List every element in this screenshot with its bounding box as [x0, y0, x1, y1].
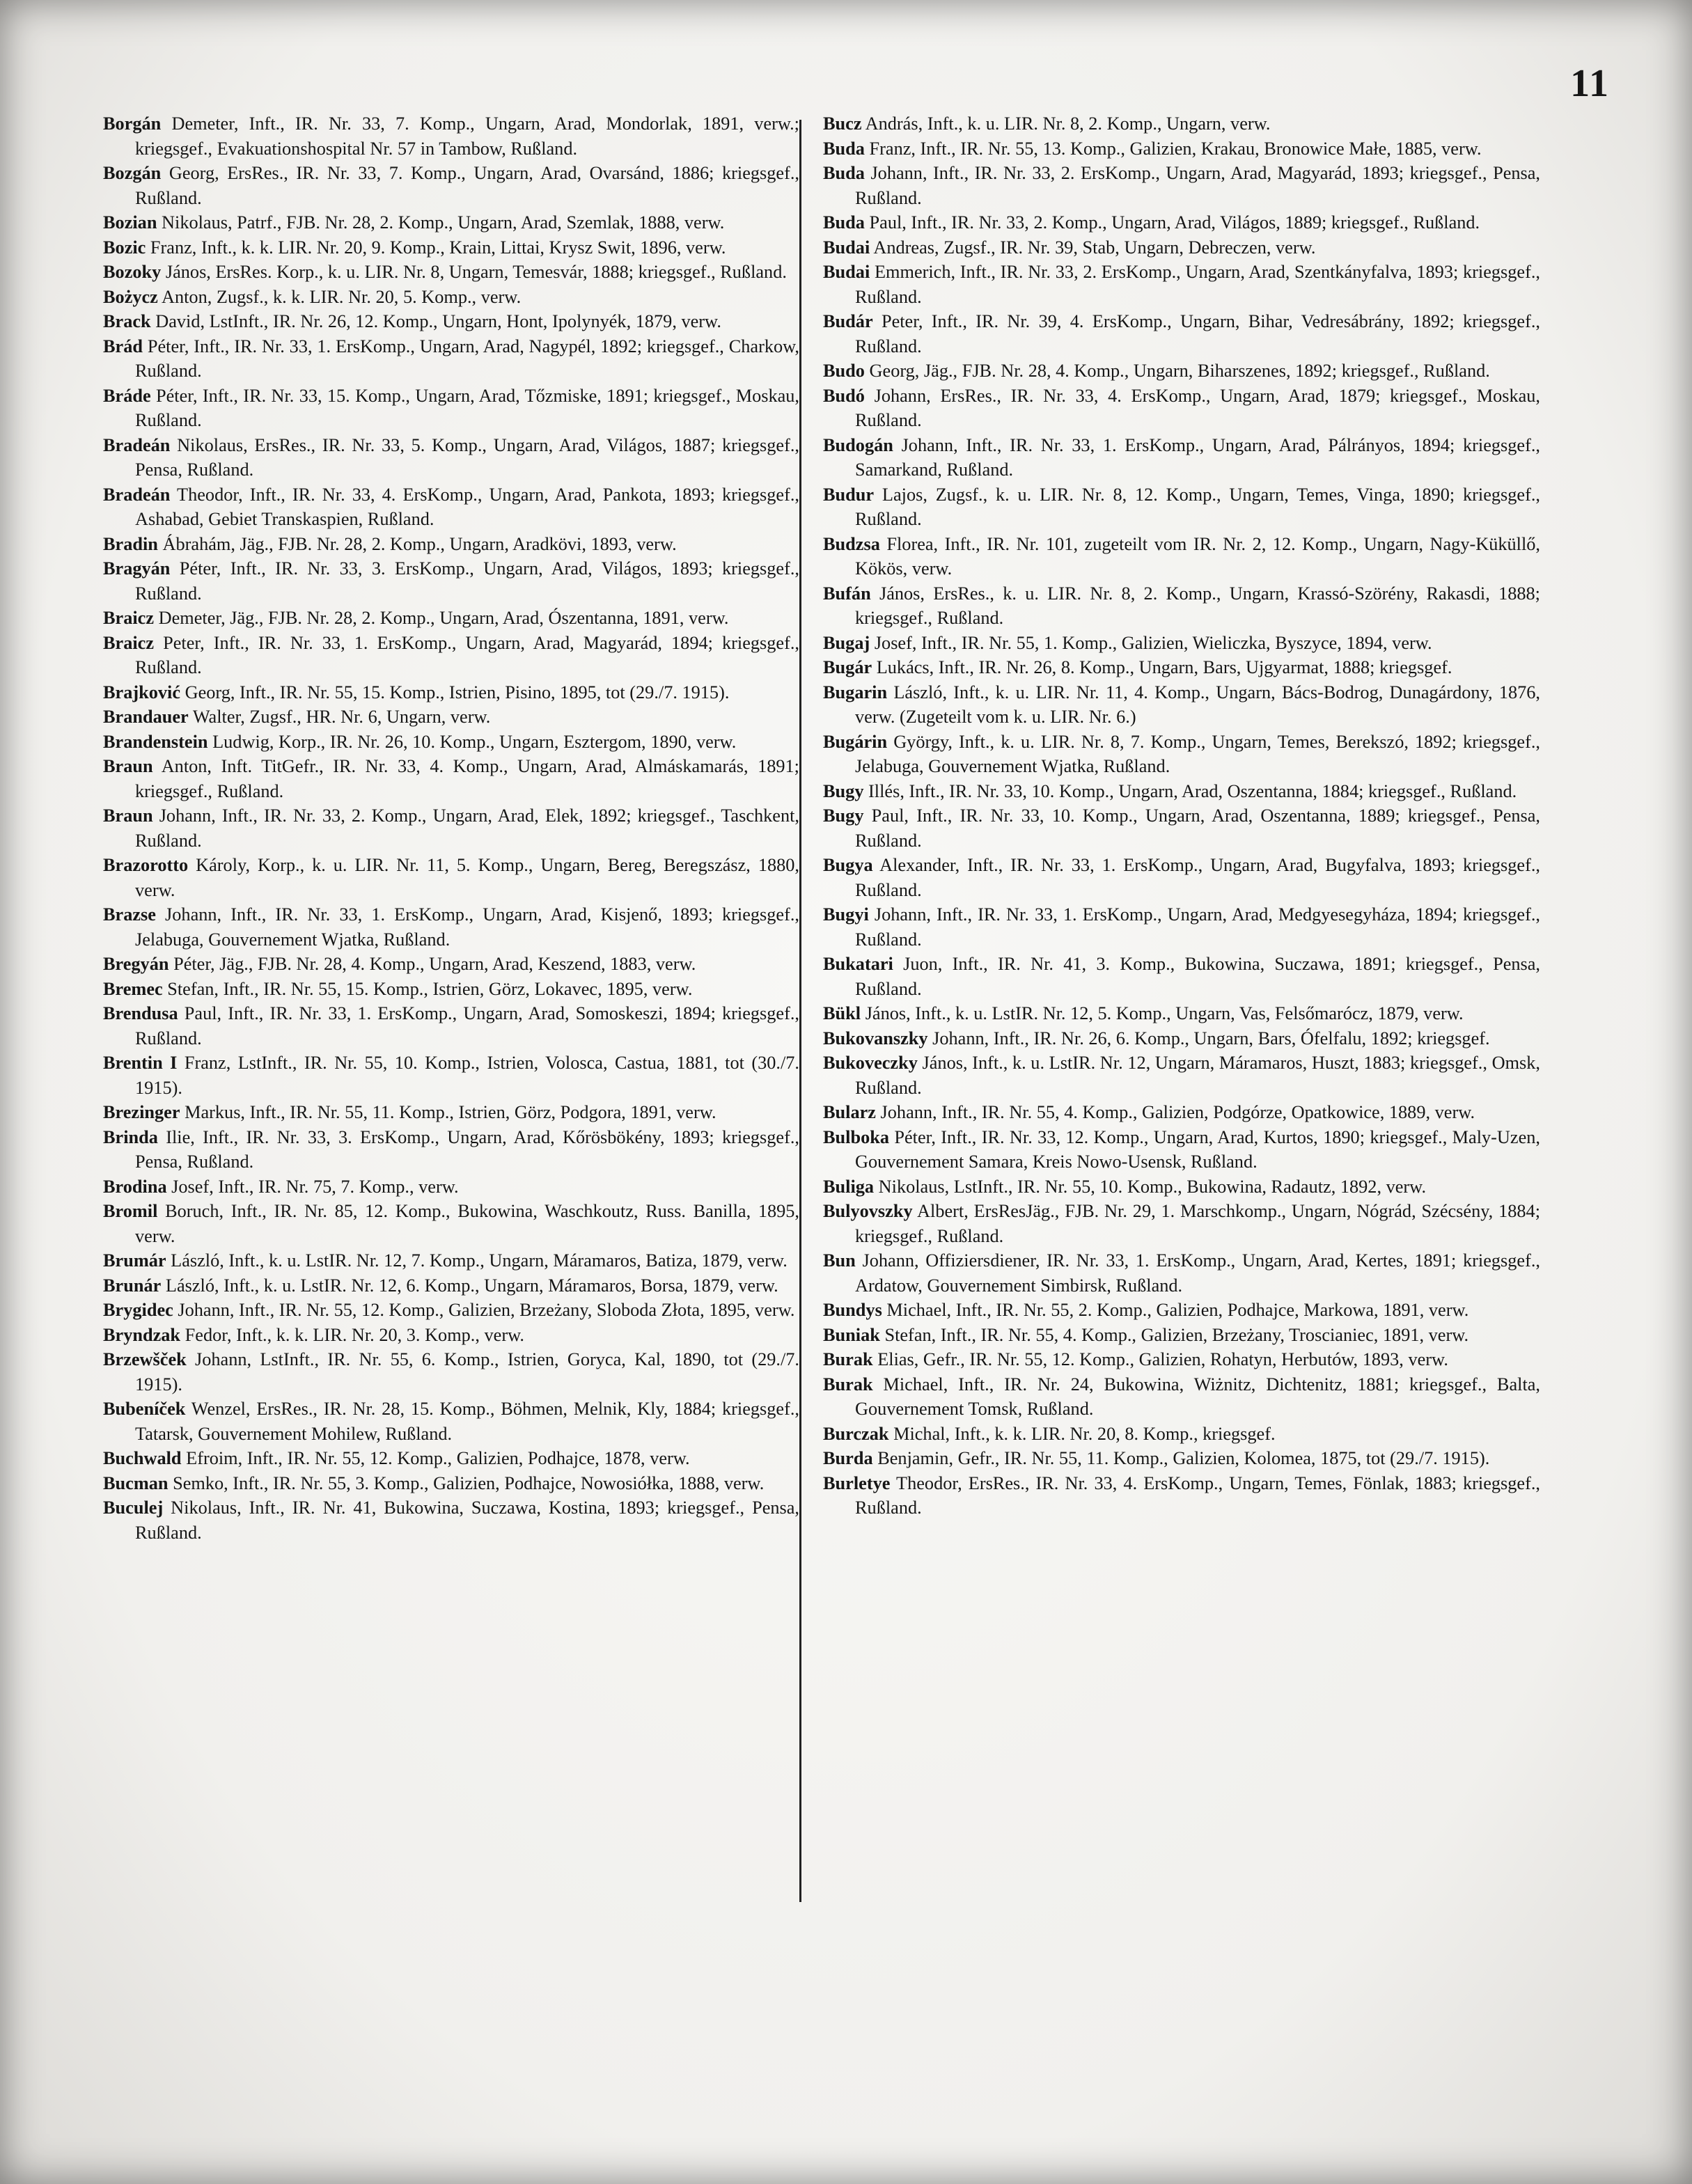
list-entry — [823, 655, 1540, 680]
entry-surname: Buda — [823, 163, 865, 183]
entry-surname: Brandauer — [103, 707, 189, 727]
entry-details: Nikolaus, LstInft., IR. Nr. 55, 10. Komp., Bukowina, Radautz, 1892, verw. — [878, 1176, 1427, 1197]
entry-details: Johann, Inft., IR. Nr. 33, 1. ErsKomp., Ungarn, Arad, Kisjenő, 1893; kriegsgef., Jelabuga, Gouvernement Wjatka, Rußland. — [135, 904, 799, 950]
list-entry — [823, 1001, 1540, 1026]
entry-surname: Bozgán — [103, 163, 162, 183]
list-entry — [823, 482, 1540, 532]
list-entry — [103, 1298, 799, 1323]
list-entry — [103, 1347, 799, 1397]
list-entry — [823, 359, 1540, 384]
entry-details: Franz, Inft., IR. Nr. 55, 13. Komp., Galizien, Krakau, Bronowice Małe, 1885, verw. — [869, 138, 1482, 159]
entry-surname: Brajković — [103, 682, 181, 702]
entry-details: Stefan, Inft., IR. Nr. 55, 4. Komp., Galizien, Brzeżany, Troscianiec, 1891, verw. — [884, 1324, 1469, 1345]
list-entry — [823, 631, 1540, 656]
entry-surname: Bugárin — [823, 731, 888, 752]
entry-details: Theodor, ErsRes., IR. Nr. 33, 4. ErsKomp., Ungarn, Temes, Fönlak, 1883; kriegsgef., Rußland. — [855, 1472, 1540, 1518]
entry-surname: Budár — [823, 311, 873, 331]
list-entry — [823, 1125, 1540, 1175]
entry-details: Péter, Inft., IR. Nr. 33, 1. ErsKomp., Ungarn, Arad, Nagypél, 1892; kriegsgef., Charkow, Rußland. — [135, 336, 799, 381]
entry-details: Paul, Inft., IR. Nr. 33, 2. Komp., Ungarn, Arad, Világos, 1889; kriegsgef., Rußland. — [869, 212, 1480, 233]
entry-details: Péter, Inft., IR. Nr. 33, 12. Komp., Ungarn, Arad, Kurtos, 1890; kriegsgef., Maly-Uzen, Gouvernement Samara, Kreis Nowo-Usensk, Rußland. — [855, 1126, 1540, 1172]
entry-details: Josef, Inft., IR. Nr. 55, 1. Komp., Galizien, Wieliczka, Byszyce, 1894, verw. — [874, 632, 1432, 653]
entry-details: Nikolaus, ErsRes., IR. Nr. 33, 5. Komp., Ungarn, Arad, Világos, 1887; kriegsgef., Pensa, Rußland. — [135, 434, 799, 480]
entry-surname: Brazse — [103, 904, 156, 925]
list-entry — [103, 1199, 799, 1248]
entry-details: András, Inft., k. u. LIR. Nr. 8, 2. Komp., Ungarn, verw. — [865, 113, 1271, 134]
entry-surname: Braicz — [103, 632, 155, 653]
entry-details: Georg, Jäg., FJB. Nr. 28, 4. Komp., Ungarn, Biharszenes, 1892; kriegsgef., Rußland. — [869, 361, 1490, 381]
list-entry — [103, 1051, 799, 1100]
entry-details: Johann, Inft., IR. Nr. 33, 1. ErsKomp., Ungarn, Arad, Medgyesegyháza, 1894; kriegsgef., Rußland. — [855, 904, 1540, 950]
entry-surname: Bun — [823, 1250, 856, 1271]
entry-surname: Buniak — [823, 1324, 880, 1345]
entry-surname: Bundys — [823, 1300, 882, 1320]
entry-details: Fedor, Inft., k. k. LIR. Nr. 20, 3. Komp., verw. — [185, 1324, 524, 1345]
list-entry — [103, 1446, 799, 1471]
entry-surname: Bozian — [103, 212, 157, 233]
entry-details: Nikolaus, Inft., IR. Nr. 41, Bukowina, Suczawa, Kostina, 1893; kriegsgef., Pensa, Rußland. — [135, 1498, 799, 1543]
entry-surname: Burda — [823, 1448, 873, 1468]
list-entry — [103, 1100, 799, 1125]
entry-details: Peter, Inft., IR. Nr. 39, 4. ErsKomp., Ungarn, Bihar, Vedresábrány, 1892; kriegsgef., Rußland. — [855, 311, 1540, 356]
entry-surname: Bukatari — [823, 954, 893, 974]
list-entry — [823, 1175, 1540, 1200]
entry-details: Boruch, Inft., IR. Nr. 85, 12. Komp., Bukowina, Waschkoutz, Russ. Banilla, 1895, verw. — [135, 1201, 799, 1246]
list-entry — [823, 111, 1540, 136]
entry-details: Péter, Jäg., FJB. Nr. 28, 4. Komp., Ungarn, Arad, Keszend, 1883, verw. — [173, 954, 696, 974]
entry-surname: Budzsa — [823, 533, 880, 554]
entry-details: Walter, Zugsf., HR. Nr. 6, Ungarn, verw. — [192, 707, 491, 727]
entry-details: Johann, Inft., IR. Nr. 55, 4. Komp., Galizien, Podgórze, Opatkowice, 1889, verw. — [880, 1102, 1475, 1122]
list-entry — [103, 1001, 799, 1051]
entry-surname: Brzewšček — [103, 1349, 187, 1369]
entry-details: Péter, Inft., IR. Nr. 33, 3. ErsKomp., Ungarn, Arad, Világos, 1893; kriegsgef., Rußland. — [135, 558, 799, 604]
list-entry — [103, 235, 799, 260]
entry-details: Elias, Gefr., IR. Nr. 55, 12. Komp., Galizien, Rohatyn, Herbutów, 1893, verw. — [877, 1349, 1448, 1369]
list-entry — [103, 977, 799, 1002]
entry-details: Ludwig, Korp., IR. Nr. 26, 10. Komp., Ungarn, Esztergom, 1890, verw. — [212, 731, 737, 752]
entry-surname: Buculej — [103, 1498, 164, 1518]
list-entry — [103, 1125, 799, 1175]
entry-surname: Bugár — [823, 657, 872, 677]
list-entry — [103, 111, 799, 161]
list-entry — [823, 260, 1540, 309]
entry-surname: Burczak — [823, 1423, 889, 1444]
list-entry — [823, 210, 1540, 235]
entry-details: Johann, LstInft., IR. Nr. 55, 6. Komp., Istrien, Goryca, Kal, 1890, tot (29./7. 1915). — [135, 1349, 799, 1395]
entry-surname: Brezinger — [103, 1102, 180, 1122]
list-entry — [823, 730, 1540, 779]
list-entry — [103, 1273, 799, 1298]
list-entry — [823, 779, 1540, 804]
list-entry — [103, 285, 799, 310]
list-entry — [823, 902, 1540, 952]
list-entry — [823, 384, 1540, 433]
list-entry — [823, 1026, 1540, 1051]
entry-details: János, ErsRes., k. u. LIR. Nr. 8, 2. Komp., Ungarn, Krassó-Szörény, Rakasdi, 1888; kriegsgef., Rußland. — [855, 583, 1540, 628]
entry-surname: Brinda — [103, 1126, 158, 1147]
list-entry — [103, 433, 799, 482]
entry-details: János, Inft., k. u. LstIR. Nr. 12, 5. Komp., Ungarn, Vas, Felsőmarócz, 1879, verw. — [865, 1003, 1464, 1023]
list-entry — [103, 384, 799, 433]
list-entry — [103, 1175, 799, 1200]
entry-details: Johann, Inft., IR. Nr. 33, 2. ErsKomp., Ungarn, Arad, Magyarád, 1893; kriegsgef., Pensa, Rußland. — [855, 163, 1540, 208]
entry-surname: Brygidec — [103, 1300, 173, 1320]
entry-details: László, Inft., k. u. LstIR. Nr. 12, 7. Komp., Ungarn, Máramaros, Batiza, 1879, verw. — [171, 1250, 788, 1271]
entry-surname: Brazorotto — [103, 855, 189, 875]
list-entry — [823, 161, 1540, 210]
entry-surname: Brack — [103, 311, 151, 331]
entry-details: David, LstInft., IR. Nr. 26, 12. Komp., Ungarn, Hont, Ipolynyék, 1879, verw. — [155, 311, 721, 331]
list-entry — [103, 1397, 799, 1446]
list-entry — [823, 309, 1540, 359]
entry-details: Albert, ErsResJäg., FJB. Nr. 29, 1. Marschkomp., Ungarn, Nógrád, Szécsény, 1884; kriegsgef., Rußland. — [855, 1201, 1540, 1246]
entry-details: Anton, Zugsf., k. k. LIR. Nr. 20, 5. Komp., verw. — [161, 286, 522, 307]
entry-surname: Bugyi — [823, 904, 869, 925]
list-entry — [823, 1298, 1540, 1323]
entry-surname: Braun — [103, 756, 153, 776]
entry-details: János, Inft., k. u. LstIR. Nr. 12, Ungarn, Máramaros, Huszt, 1883; kriegsgef., Omsk, Rußland. — [855, 1053, 1540, 1098]
list-entry — [103, 532, 799, 557]
entry-details: László, Inft., k. u. LstIR. Nr. 12, 6. Komp., Ungarn, Máramaros, Borsa, 1879, verw. — [165, 1275, 778, 1296]
list-entry — [823, 1471, 1540, 1521]
entry-surname: Bragyán — [103, 558, 171, 579]
column-divider — [799, 120, 801, 1902]
entry-details: Emmerich, Inft., IR. Nr. 33, 2. ErsKomp., Ungarn, Arad, Szentkányfalva, 1893; kriegsgef., Rußland. — [855, 262, 1540, 307]
list-entry — [103, 1323, 799, 1348]
list-entry — [103, 606, 799, 631]
entry-surname: Brendusa — [103, 1003, 178, 1023]
list-entry — [103, 309, 799, 334]
entry-surname: Braicz — [103, 608, 155, 628]
entry-details: Demeter, Inft., IR. Nr. 33, 7. Komp., Ungarn, Arad, Mondorlak, 1891, verw.; kriegsgef., Evakuationshospital Nr. 57 in Tambow, Rußland. — [135, 113, 799, 159]
entry-surname: Bukoveczky — [823, 1053, 918, 1073]
entry-surname: Burak — [823, 1349, 873, 1369]
entry-details: Illés, Inft., IR. Nr. 33, 10. Komp., Ungarn, Arad, Oszentanna, 1884; kriegsgef., Rußland. — [868, 780, 1517, 801]
list-entry — [103, 680, 799, 705]
entry-surname: Bucman — [103, 1472, 169, 1493]
entry-details: Georg, ErsRes., IR. Nr. 33, 7. Komp., Ungarn, Arad, Ovarsánd, 1886; kriegsgef., Rußland. — [135, 163, 799, 208]
entry-surname: Budo — [823, 361, 865, 381]
entry-details: Johann, Inft., IR. Nr. 26, 6. Komp., Ungarn, Bars, Ófelfalu, 1892; kriegsgef. — [932, 1028, 1490, 1048]
entry-details: Peter, Inft., IR. Nr. 33, 1. ErsKomp., Ungarn, Arad, Magyarád, 1894; kriegsgef., Rußland. — [135, 632, 799, 677]
list-entry — [823, 1100, 1540, 1125]
entry-surname: Bráde — [103, 385, 151, 406]
entry-surname: Bugaj — [823, 632, 870, 653]
list-entry — [103, 334, 799, 384]
entry-details: Theodor, Inft., IR. Nr. 33, 4. ErsKomp., Ungarn, Arad, Pankota, 1893; kriegsgef., Ashabad, Gebiet Transkaspien, Rußland. — [135, 484, 799, 529]
entry-details: Johann, ErsRes., IR. Nr. 33, 4. ErsKomp., Ungarn, Arad, 1879; kriegsgef., Moskau, Rußland. — [855, 385, 1540, 430]
entry-details: Ilie, Inft., IR. Nr. 33, 3. ErsKomp., Ungarn, Arad, Kőrösbökény, 1893; kriegsgef., Pensa, Rußland. — [135, 1126, 799, 1172]
entry-surname: Bregyán — [103, 954, 169, 974]
entry-details: Michael, Inft., IR. Nr. 55, 2. Komp., Galizien, Podhajce, Markowa, 1891, verw. — [886, 1300, 1469, 1320]
entry-surname: Buda — [823, 138, 865, 159]
entry-surname: Budai — [823, 262, 870, 282]
entry-details: György, Inft., k. u. LIR. Nr. 8, 7. Komp., Ungarn, Temes, Berekszó, 1892; kriegsgef., Jelabuga, Gouvernement Wjatka, Rußland. — [855, 731, 1540, 776]
entry-details: Franz, LstInft., IR. Nr. 55, 10. Komp., Istrien, Volosca, Castua, 1881, tot (30./7. 1915). — [135, 1053, 799, 1098]
list-entry — [823, 1199, 1540, 1248]
list-entry — [103, 730, 799, 755]
list-entry — [823, 1446, 1540, 1471]
entry-surname: Brunár — [103, 1275, 162, 1296]
entry-surname: Bozic — [103, 237, 146, 258]
list-entry — [823, 532, 1540, 581]
entry-details: Franz, Inft., k. k. LIR. Nr. 20, 9. Komp., Krain, Littai, Krysz Swit, 1896, verw. — [150, 237, 726, 258]
list-entry — [823, 1347, 1540, 1372]
entry-surname: Bromil — [103, 1201, 158, 1221]
list-entry — [823, 1051, 1540, 1100]
entry-details: Johann, Inft., IR. Nr. 55, 12. Komp., Galizien, Brzeżany, Sloboda Złota, 1895, verw. — [178, 1300, 795, 1320]
list-entry — [103, 853, 799, 902]
entry-surname: Bularz — [823, 1102, 876, 1122]
entry-surname: Bubeníček — [103, 1399, 186, 1419]
entry-surname: Burak — [823, 1374, 873, 1395]
entry-details: Alexander, Inft., IR. Nr. 33, 1. ErsKomp., Ungarn, Arad, Bugyfalva, 1893; kriegsgef., Rußland. — [855, 855, 1540, 900]
entry-surname: Bükl — [823, 1003, 861, 1023]
entry-surname: Bugy — [823, 806, 864, 826]
entry-surname: Brumár — [103, 1250, 166, 1271]
list-entry — [823, 235, 1540, 260]
entry-surname: Bugarin — [823, 682, 888, 702]
entry-details: Johann, Offiziersdiener, IR. Nr. 33, 1. ErsKomp., Ungarn, Arad, Kertes, 1891; kriegsgef., Ardatow, Gouvernement Simbirsk, Rußland. — [855, 1250, 1540, 1296]
list-entry — [103, 1248, 799, 1273]
entry-surname: Brentin I — [103, 1053, 178, 1073]
list-entry — [823, 136, 1540, 162]
entry-surname: Borgán — [103, 113, 162, 134]
right-column — [823, 111, 1540, 2144]
entry-details: Károly, Korp., k. u. LIR. Nr. 11, 5. Komp., Ungarn, Bereg, Beregszász, 1880, verw. — [135, 855, 799, 900]
list-entry — [103, 556, 799, 606]
entry-surname: Bryndzak — [103, 1324, 181, 1345]
entry-details: Josef, Inft., IR. Nr. 75, 7. Komp., verw. — [171, 1176, 459, 1197]
entry-surname: Bugya — [823, 855, 873, 875]
entry-details: Michael, Inft., IR. Nr. 24, Bukowina, Wiżnitz, Dichtenitz, 1881; kriegsgef., Balta, Gouvernement Tomsk, Rußland. — [855, 1374, 1540, 1419]
entry-surname: Bufán — [823, 583, 871, 604]
entry-details: Paul, Inft., IR. Nr. 33, 1. ErsKomp., Ungarn, Arad, Somoskeszi, 1894; kriegsgef., Rußland. — [135, 1003, 799, 1048]
list-entry — [103, 754, 799, 803]
entry-details: Andreas, Zugsf., IR. Nr. 39, Stab, Ungarn, Debreczen, verw. — [873, 237, 1316, 258]
entry-surname: Bremec — [103, 978, 163, 999]
entry-surname: Bugy — [823, 780, 864, 801]
list-entry — [103, 1495, 799, 1545]
entry-surname: Burletye — [823, 1472, 891, 1493]
list-entry — [103, 705, 799, 730]
entry-surname: Brandenstein — [103, 731, 208, 752]
entry-surname: Brodina — [103, 1176, 167, 1197]
entry-surname: Braun — [103, 806, 153, 826]
entry-surname: Buda — [823, 212, 865, 233]
list-entry — [103, 952, 799, 977]
entry-surname: Budó — [823, 385, 865, 406]
entry-details: Semko, Inft., IR. Nr. 55, 3. Komp., Galizien, Podhajce, Nowosiółka, 1888, verw. — [173, 1472, 765, 1493]
entry-surname: Buchwald — [103, 1448, 182, 1468]
entry-surname: Bulboka — [823, 1126, 890, 1147]
list-entry — [823, 1248, 1540, 1298]
entry-details: Johann, Inft., IR. Nr. 33, 2. Komp., Ungarn, Arad, Elek, 1892; kriegsgef., Taschkent, Rußland. — [135, 806, 799, 851]
list-entry — [103, 902, 799, 952]
list-entry — [103, 1471, 799, 1496]
entry-surname: Budur — [823, 484, 875, 505]
entry-surname: Bradeán — [103, 434, 171, 455]
entry-details: Anton, Inft. TitGefr., IR. Nr. 33, 4. Komp., Ungarn, Arad, Almáskamarás, 1891; kriegsgef., Rußland. — [135, 756, 799, 801]
entry-details: Johann, Inft., IR. Nr. 33, 1. ErsKomp., Ungarn, Arad, Pálrányos, 1894; kriegsgef., Samarkand, Rußland. — [855, 434, 1540, 480]
entry-surname: Bradin — [103, 533, 158, 554]
list-entry — [103, 482, 799, 532]
entry-details: Efroim, Inft., IR. Nr. 55, 12. Komp., Galizien, Podhajce, 1878, verw. — [186, 1448, 690, 1468]
entry-details: Juon, Inft., IR. Nr. 41, 3. Komp., Bukowina, Suczawa, 1891; kriegsgef., Pensa, Rußland. — [855, 954, 1540, 999]
list-entry — [823, 1323, 1540, 1348]
entry-details: László, Inft., k. u. LIR. Nr. 11, 4. Komp., Ungarn, Bács-Bodrog, Dunagárdony, 1876, verw. (Zugeteilt vom k. u. LIR. Nr. 6.) — [855, 682, 1540, 727]
list-entry — [823, 1422, 1540, 1447]
entry-details: Georg, Inft., IR. Nr. 55, 15. Komp., Istrien, Pisino, 1895, tot (29./7. 1915). — [185, 682, 730, 702]
entry-details: Péter, Inft., IR. Nr. 33, 15. Komp., Ungarn, Arad, Tőzmiske, 1891; kriegsgef., Moskau, Rußland. — [135, 385, 799, 430]
list-entry — [103, 631, 799, 680]
entry-details: Lukács, Inft., IR. Nr. 26, 8. Komp., Ungarn, Bars, Ujgyarmat, 1888; kriegsgef. — [876, 657, 1452, 677]
entry-surname: Brád — [103, 336, 143, 356]
list-entry — [823, 803, 1540, 853]
entry-surname: Bulyovszky — [823, 1201, 913, 1221]
entry-details: János, ErsRes. Korp., k. u. LIR. Nr. 8, Ungarn, Temesvár, 1888; kriegsgef., Rußland. — [165, 262, 787, 282]
page-number: 11 — [1570, 62, 1610, 105]
entry-details: Lajos, Zugsf., k. u. LIR. Nr. 8, 12. Komp., Ungarn, Temes, Vinga, 1890; kriegsgef., Rußland. — [855, 484, 1540, 529]
entry-surname: Bozoky — [103, 262, 162, 282]
list-entry — [823, 952, 1540, 1001]
entry-details: Demeter, Jäg., FJB. Nr. 28, 2. Komp., Ungarn, Arad, Ószentanna, 1891, verw. — [158, 608, 729, 628]
entry-surname: Budai — [823, 237, 870, 258]
list-entry — [103, 260, 799, 285]
entry-details: Paul, Inft., IR. Nr. 33, 10. Komp., Ungarn, Arad, Oszentanna, 1889; kriegsgef., Pensa, Rußland. — [855, 806, 1540, 851]
entry-details: Benjamin, Gefr., IR. Nr. 55, 11. Komp., Galizien, Kolomea, 1875, tot (29./7. 1915). — [877, 1448, 1490, 1468]
list-entry — [823, 1372, 1540, 1422]
entry-details: Michal, Inft., k. k. LIR. Nr. 20, 8. Komp., kriegsgef. — [893, 1423, 1276, 1444]
entry-details: Wenzel, ErsRes., IR. Nr. 28, 15. Komp., Böhmen, Melnik, Kly, 1884; kriegsgef., Tatarsk, Gouvernement Mohilew, Rußland. — [135, 1399, 799, 1444]
entry-surname: Bradeán — [103, 484, 171, 505]
list-entry — [823, 433, 1540, 482]
entry-surname: Bucz — [823, 113, 862, 134]
entry-surname: Bukovanszky — [823, 1028, 928, 1048]
entry-details: Florea, Inft., IR. Nr. 101, zugeteilt vom IR. Nr. 2, 12. Komp., Ungarn, Nagy-Küküllő, Kökös, verw. — [855, 533, 1540, 579]
list-entry — [823, 680, 1540, 730]
list-entry — [823, 581, 1540, 631]
list-entry — [103, 210, 799, 235]
entry-details: Nikolaus, Patrf., FJB. Nr. 28, 2. Komp., Ungarn, Arad, Szemlak, 1888, verw. — [162, 212, 725, 233]
entry-details: Stefan, Inft., IR. Nr. 55, 15. Komp., Istrien, Görz, Lokavec, 1895, verw. — [167, 978, 693, 999]
entry-surname: Budogán — [823, 434, 893, 455]
left-column — [103, 111, 799, 2144]
list-entry — [823, 853, 1540, 902]
list-entry — [103, 161, 799, 210]
entry-details: Ábrahám, Jäg., FJB. Nr. 28, 2. Komp., Ungarn, Aradkövi, 1893, verw. — [162, 533, 677, 554]
entry-surname: Bożycz — [103, 286, 158, 307]
entry-surname: Buliga — [823, 1176, 875, 1197]
list-entry — [103, 803, 799, 853]
entry-details: Markus, Inft., IR. Nr. 55, 11. Komp., Istrien, Görz, Podgora, 1891, verw. — [185, 1102, 716, 1122]
